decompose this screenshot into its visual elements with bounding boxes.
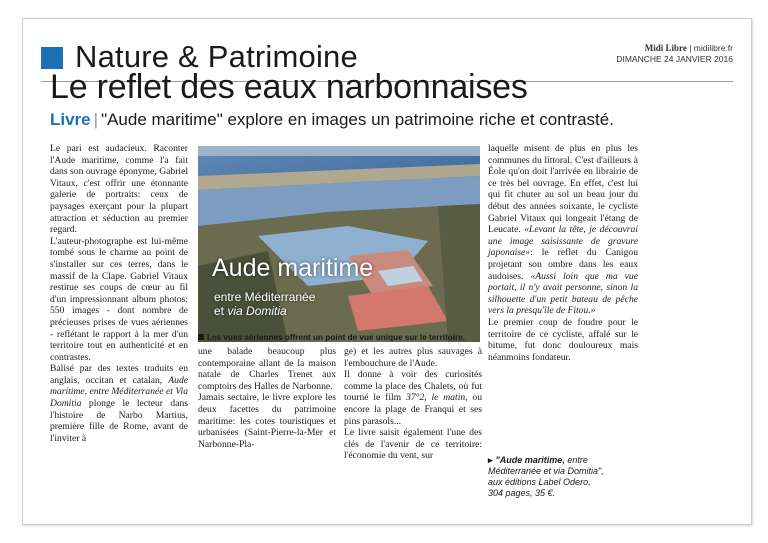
aerial-photo <box>198 146 480 342</box>
kicker: Livre <box>50 110 91 129</box>
column-2b <box>344 346 482 462</box>
book-details: 304 pages, 35 €. <box>488 488 556 498</box>
deck: Livre | "Aude maritime" explore en images un patrimoine riche et contrasté. <box>50 110 614 129</box>
arrow-icon: ▸ <box>488 455 493 465</box>
issue-date: DIMANCHE 24 JANVIER 2016 <box>616 54 733 64</box>
paragraph: laquelle misent de plus en plus les communes du littoral. C'est d'ailleurs à Éole qu'on doit l'arrivée en librairie de ce très bel ouvrage. En effet, c'est lui qui fit chuter au sol un beau jour du début des années soixante, le cycliste Gabriel Vitaux qui longeait l'étang de Leucate. «Levant la tête, je découvrai une image saisissante de gravure japonaise»: le reflet du Canigou projetant son ombre dans les eaux audoises. «Aussi loin que ma vue portait, il n'y avait personne, sinon la silhouette d'un petit bateau de pêche vers la presqu'île de Fitou.» <box>488 143 638 317</box>
paragraph: Balisé par des textes traduits en anglais, occitan et catalan, Aude maritime, entre Méditerranée et Via Domitia plonge le lecteur dans l'histoire de Narbo Martius, première fille de Rome, avant de l'inviter à <box>50 363 189 444</box>
paragraph: Le livre saisit également l'une des clés de l'avenir de ce territoire: l'économie du vent, sur <box>344 427 482 462</box>
paragraph: une balade beaucoup plus contemporaine allant de la maison natale de Charles Trenet aux comptoirs des Halles de Narbonne. <box>198 346 336 392</box>
paragraph: L'auteur-photographe est lui-même tombé sous le charme au point de s'installer sur ces terres, dans le massif de la Clape. Gabriel Vitaux restitue ses coups de cœur au fil d'un impressionnant album photos: 550 images - dont nombre de précieuses prises de vues aériennes - reflétant le rapport à la mer d'un territoire tout en authenticité et en contrastes. <box>50 235 188 363</box>
photo-overlay-subtitle: entre Méditerranée et via Domitia <box>214 290 316 318</box>
caption-square-icon <box>198 334 204 340</box>
paragraph: Jamais sectaire, le livre explore les deux facettes du patrimoine maritime: les cotes touristiques et urbanisées (Saint-Pierre-la-Mer et Narbonne-Pla- <box>198 392 336 450</box>
book-title: "Aude maritime, <box>495 455 565 465</box>
section-color-block <box>41 47 63 69</box>
headline: Le reflet des eaux narbonnaises <box>50 68 528 106</box>
column-3 <box>488 143 638 363</box>
paper-name: Midi Libre <box>644 43 687 53</box>
book-publisher: aux éditions Label Odero, <box>488 477 591 487</box>
paragraph: Le pari est audacieux. Raconter l'Aude maritime, comme l'a fait dans son ouvrage éponyme, Gabriel Vitaux, c'est offrir une étonnante galerie de portraits: ceux de paysages exerçant pour la plupart attraction et séduction au premier regard. <box>50 143 188 236</box>
deck-text: "Aude maritime" explore en images un patrimoine riche et contrasté. <box>101 110 614 129</box>
photo-caption: Les vues aériennes offrent un point de vue unique sur le territoire. <box>198 333 480 342</box>
paragraph: ge) et les autres plus sauvages à l'embouchure de l'Aude. <box>344 346 482 369</box>
paper-site: midilibre.fr <box>693 43 733 53</box>
column-2 <box>198 346 336 450</box>
column-1 <box>50 143 188 444</box>
book-info: ▸ "Aude maritime, entre Méditerranée et via Domitia", aux éditions Label Odero, 304 pages, 35 €. <box>488 455 638 499</box>
masthead: Midi Libre | midilibre.fr DIMANCHE 24 JANVIER 2016 <box>616 43 733 64</box>
paragraph: Il donne à voir des curiosités comme la place des Chalets, où fut tourné le film 37°2, le matin, ou encore la plage de Franqui et ses pins parasols... <box>344 369 483 427</box>
section-title: Nature & Patrimoine <box>75 39 358 74</box>
photo-overlay-title: Aude maritime <box>212 254 374 282</box>
paragraph: Le premier coup de foudre pour le territoire de ce cycliste, affalé sur le bitume, fut donc douloureux mais néanmoins fondateur. <box>488 316 638 363</box>
